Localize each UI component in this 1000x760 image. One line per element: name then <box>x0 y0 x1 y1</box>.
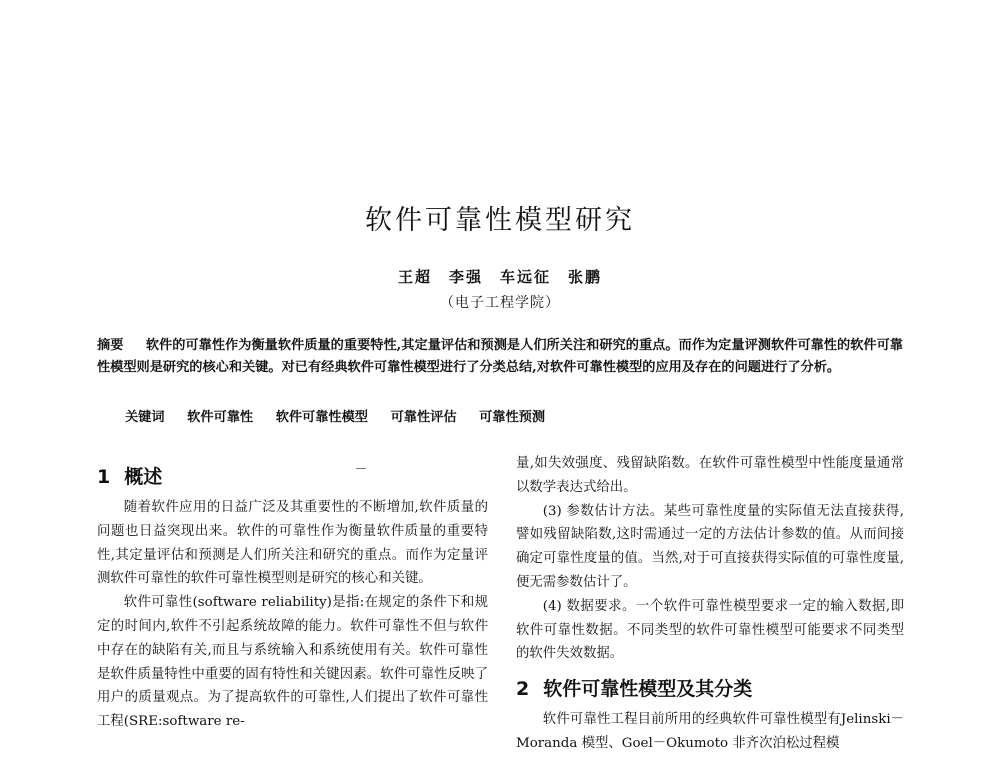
paper-title: 软件可靠性模型研究 <box>365 205 635 236</box>
right-column-bottom <box>516 708 904 760</box>
abstract-label-gap <box>128 338 141 353</box>
author-list: 王超 李强 车远征 张鹏 <box>397 268 602 286</box>
affiliation: （电子工程学院） <box>440 295 560 311</box>
paragraph: (3) 参数估计方法。某些可靠性度量的实际值无法直接获得,譬如残留缺陷数,这时需通过一定的方法估计参数的值。从而间接确定可靠性度量的值。当然,对于可直接获得实际值的可靠性度量,便无需参数估计了。 <box>516 503 904 590</box>
section-2-heading <box>516 674 752 701</box>
keywords <box>125 407 905 429</box>
paragraph: 软件可靠性(software reliability)是指:在规定的条件下和规定的时间内,软件不引起系统故障的能力。软件可靠性不但与软件中存在的缺陷有关,而且与系统输入和系统使用有关。软件可靠性是软件质量特性中重要的固有特性和关键因素。软件可靠性反映了用户的质量观点。为了提高软件的可靠性,人们提出了软件可靠性工程(SRE:software re- <box>97 595 488 730</box>
section-2-title: 软件可靠性模型及其分类 <box>543 678 753 700</box>
abstract-text: 软件的可靠性作为衡量软件质量的重要特性,其定量评估和预测是人们所关注和研究的重点。而作为定量评测软件可靠性的软件可靠性模型则是研究的核心和关键。对已有经典软件可靠性模型进行了分类总结,对软件可靠性模型的应用及存在的问题进行了分析。 <box>97 338 903 375</box>
keyword-item: 软件可靠性 <box>187 410 254 425</box>
abstract-label: 摘要 <box>97 338 124 353</box>
keyword-item: 软件可靠性模型 <box>275 410 368 425</box>
keywords-label: 关键词 <box>125 410 165 425</box>
abstract <box>97 335 903 379</box>
paragraph: 软件可靠性工程目前所用的经典软件可靠性模型有Jelinski－Moranda 模型、Goel－Okumoto 非齐次泊松过程模 <box>516 712 904 751</box>
right-column-top <box>516 452 904 666</box>
keyword-item: 可靠性预测 <box>479 410 546 425</box>
section-2-number: 2 <box>516 678 530 700</box>
paragraph: (4) 数据要求。一个软件可靠性模型要求一定的输入数据,即软件可靠性数据。不同类型的软件可靠性模型可能要求不同类型的软件失效数据。 <box>516 598 904 662</box>
keyword-item: 可靠性评估 <box>390 410 457 425</box>
paragraph: 随着软件应用的日益广泛及其重要性的不断增加,软件质量的问题也日益突现出来。软件的可靠性作为衡量软件质量的重要特性,其定量评估和预测是人们所关注和研究的重点。而作为定量评测软件可靠性的软件可靠性模型则是研究的核心和关键。 <box>97 500 488 587</box>
paragraph: 量,如失效强度、残留缺陷数。在软件可靠性模型中性能度量通常以数学表达式给出。 <box>516 456 904 495</box>
left-column <box>97 496 488 760</box>
section-1-number: 1 <box>97 466 111 488</box>
section-1-title: 概述 <box>124 466 163 488</box>
section-1-heading <box>97 462 162 489</box>
column-top-rule <box>356 468 366 469</box>
